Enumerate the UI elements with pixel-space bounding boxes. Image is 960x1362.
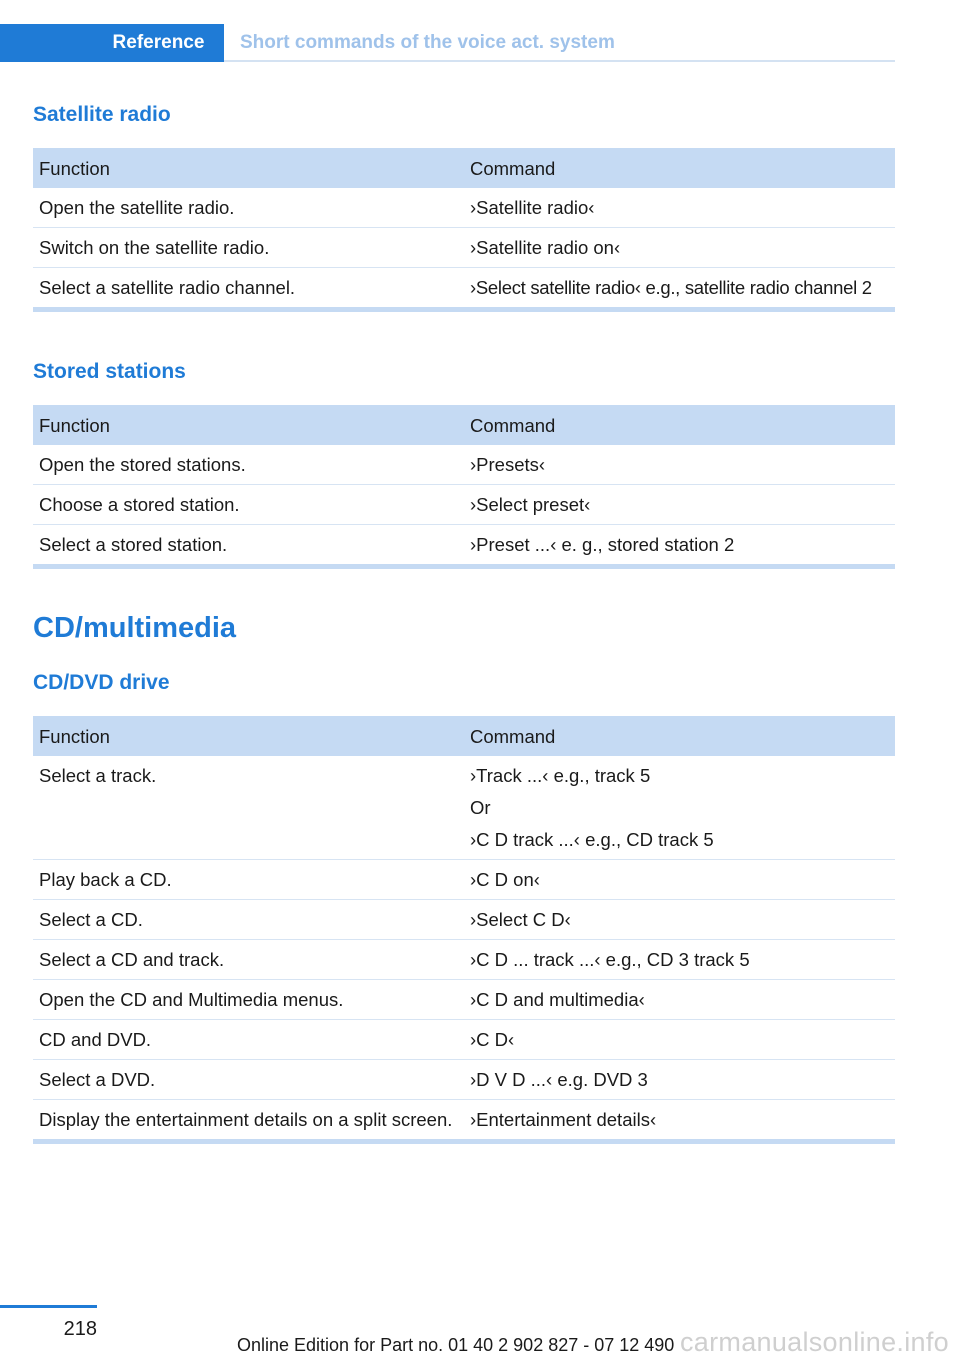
table-row bbox=[33, 900, 895, 940]
function-cell: Choose a stored station. bbox=[39, 494, 240, 515]
function-cell: Select a satellite radio channel. bbox=[39, 277, 296, 298]
command-cell: ›C D on‹ bbox=[470, 869, 540, 890]
table-row bbox=[33, 756, 895, 860]
page-number: 218 bbox=[63, 1318, 97, 1340]
table-row bbox=[33, 485, 895, 525]
command-cell: ›Select preset‹ bbox=[470, 494, 591, 515]
function-cell: CD and DVD. bbox=[39, 1029, 152, 1050]
heading-cd-dvd-drive: CD/DVD drive bbox=[33, 671, 170, 694]
table-row bbox=[33, 860, 895, 900]
command-cell: ›Entertainment details‹ bbox=[470, 1109, 657, 1130]
column-header-command: Command bbox=[470, 415, 556, 436]
command-cell: ›C D ... track ...‹ e.g., CD 3 track 5 bbox=[470, 949, 750, 970]
page-header bbox=[0, 24, 895, 62]
column-header-function: Function bbox=[39, 415, 110, 436]
column-header-function: Function bbox=[39, 726, 110, 747]
table-row bbox=[33, 940, 895, 980]
function-cell: Play back a CD. bbox=[39, 869, 172, 890]
command-cell: ›Select C D‹ bbox=[470, 909, 571, 930]
function-cell: Select a CD. bbox=[39, 909, 143, 930]
header-rule bbox=[224, 60, 895, 62]
header-chapter-title[interactable]: Short commands of the voice act. system bbox=[240, 32, 615, 53]
column-header-command: Command bbox=[470, 726, 556, 747]
column-header-command: Command bbox=[470, 158, 556, 179]
command-cell: ›Select satellite radio‹ e.g., satellite radio channel 2 bbox=[470, 277, 872, 298]
table-row bbox=[33, 268, 895, 307]
edition-note: Online Edition for Part no. 01 40 2 902 827 - 07 12 490 bbox=[237, 1335, 675, 1355]
table-row bbox=[33, 1100, 895, 1139]
watermark: carmanualsonline.info bbox=[680, 1327, 949, 1357]
table-header-row bbox=[33, 405, 895, 445]
table-row bbox=[33, 1020, 895, 1060]
table-header-row bbox=[33, 716, 895, 756]
table-row bbox=[33, 188, 895, 228]
command-cell: ›Preset ...‹ e. g., stored station 2 bbox=[470, 534, 735, 555]
command-line: ›Track ...‹ e.g., track 5 bbox=[470, 765, 651, 786]
function-cell: Select a stored station. bbox=[39, 534, 228, 555]
function-cell: Open the stored stations. bbox=[39, 454, 246, 475]
table-row bbox=[33, 228, 895, 268]
function-cell: Open the CD and Multimedia menus. bbox=[39, 989, 344, 1010]
function-cell: Switch on the satellite radio. bbox=[39, 237, 270, 258]
command-cell: ›Presets‹ bbox=[470, 454, 546, 475]
heading-satellite-radio: Satellite radio bbox=[33, 103, 171, 126]
heading-cd-multimedia: CD/multimedia bbox=[33, 612, 237, 644]
function-cell: Open the satellite radio. bbox=[39, 197, 235, 218]
function-cell: Select a DVD. bbox=[39, 1069, 156, 1090]
table-row bbox=[33, 525, 895, 564]
table-row bbox=[33, 1060, 895, 1100]
table-row bbox=[33, 445, 895, 485]
table-satellite-radio bbox=[33, 148, 895, 312]
function-cell: Select a track. bbox=[39, 765, 157, 786]
command-cell: ›Satellite radio‹ bbox=[470, 197, 595, 218]
column-header-function: Function bbox=[39, 158, 110, 179]
command-cell: ›C D‹ bbox=[470, 1029, 515, 1050]
command-line: Or bbox=[470, 797, 491, 818]
command-line: ›C D track ...‹ e.g., CD track 5 bbox=[470, 829, 714, 850]
heading-stored-stations: Stored stations bbox=[33, 360, 186, 383]
command-cell: ›D V D ...‹ e.g. DVD 3 bbox=[470, 1069, 648, 1090]
table-header-row bbox=[33, 148, 895, 188]
footer-rule bbox=[0, 1305, 97, 1308]
header-section-tab[interactable]: Reference bbox=[93, 24, 224, 62]
command-cell bbox=[464, 756, 895, 859]
header-bar-left bbox=[0, 24, 93, 62]
table-row bbox=[33, 980, 895, 1020]
command-cell: ›Satellite radio on‹ bbox=[470, 237, 621, 258]
command-cell: ›C D and multimedia‹ bbox=[470, 989, 645, 1010]
function-cell: Select a CD and track. bbox=[39, 949, 225, 970]
function-cell: Display the entertainment details on a split screen. bbox=[39, 1109, 453, 1130]
table-stored-stations bbox=[33, 405, 895, 569]
table-cd-dvd-drive bbox=[33, 716, 895, 1144]
